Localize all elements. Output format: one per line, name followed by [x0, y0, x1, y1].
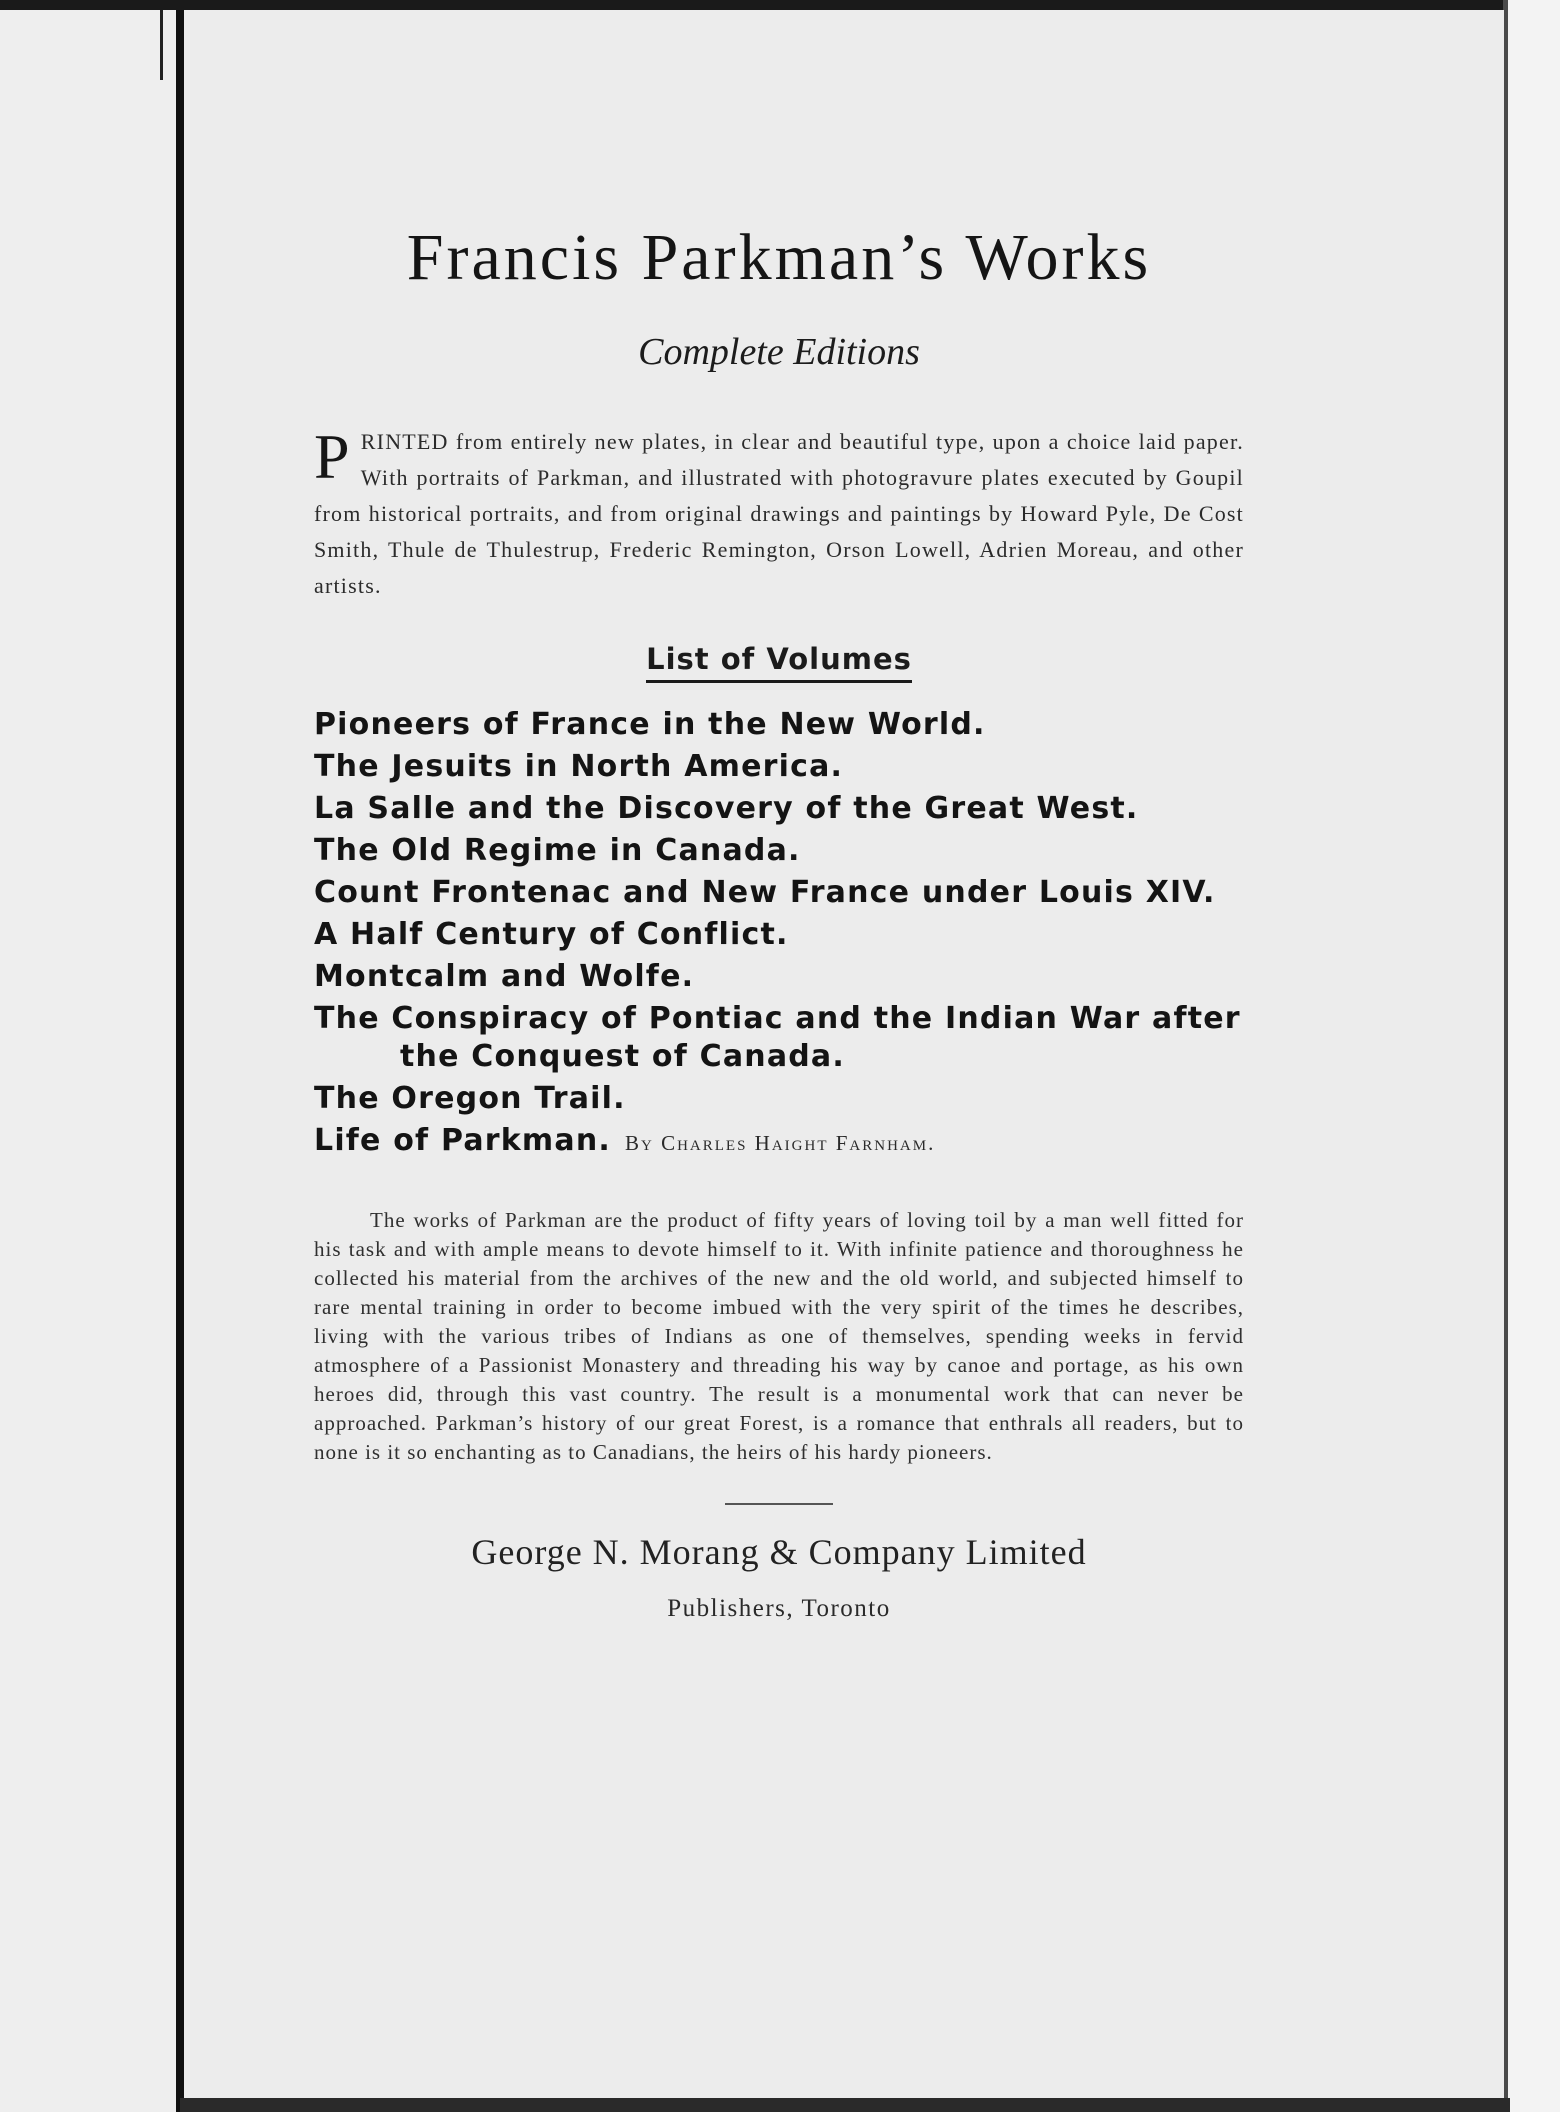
intro-text: RINTED from entirely new plates, in clear and beautiful type, upon a choice laid paper. With portraits of Parkman, and illustrated with photogravure plates executed by Goupil from historical portraits, and from original drawings and paintings by Howard Pyle, De Cost Smith, Thule de Thulestrup, Frederic Remington, Orson Lowell, Adrien Moreau, and other artists.	[314, 429, 1244, 598]
list-item: The Old Regime in Canada.	[314, 833, 801, 868]
page-subtitle: Complete Editions	[638, 331, 920, 373]
book-page	[184, 10, 1504, 2098]
volume-author: By Charles Haight Farnham.	[624, 1131, 936, 1155]
book-spine-edge	[176, 0, 184, 2112]
volume-title: Life of Parkman.	[314, 1123, 611, 1158]
publisher-name: George N. Morang & Company Limited	[471, 1532, 1087, 1572]
scan-bottom-edge	[180, 2098, 1510, 2112]
list-item: La Salle and the Discovery of the Great West.	[314, 791, 1139, 826]
page-title: Francis Parkman’s Works	[406, 221, 1152, 294]
list-item: The Jesuits in North America.	[314, 749, 844, 784]
drop-cap: P	[314, 421, 351, 492]
list-item: Montcalm and Wolfe.	[314, 959, 695, 994]
list-item: A Half Century of Conflict.	[314, 917, 789, 952]
divider	[725, 1503, 833, 1505]
list-item: The Oregon Trail.	[314, 1081, 626, 1116]
scan-mark	[160, 0, 163, 80]
page-right-edge	[1503, 0, 1560, 2112]
list-item: The Conspiracy of Pontiac and the Indian War after the Conquest of Canada.	[314, 1001, 1241, 1074]
list-item-life-of-parkman	[314, 1122, 1244, 1162]
scan-left-margin	[0, 0, 180, 2112]
description-paragraph: The works of Parkman are the product of fifty years of loving toil by a man well fitted for his task and with ample means to devote himself to it. With infinite patience and thoroughness he collected his material from the archives of the new and the old world, and subjected himself to rare mental training in order to become imbued with the very spirit of the times he describes, living with the various tribes of Indians as one of themselves, spending weeks in fervid atmosphere of a Passionist Monastery and threading his way by canoe and portage, as his own heroes did, through this vast country. The result is a monumental work that can never be approached. Parkman’s history of our great Forest, is a romance that enthrals all readers, but to none is it so enchanting as to Canadians, the heirs of his hardy pioneers.	[314, 1208, 1244, 1464]
publisher-place: Publishers, Toronto	[667, 1595, 891, 1622]
intro-paragraph	[314, 421, 1244, 604]
scan-top-edge	[0, 0, 1560, 10]
volume-list	[314, 706, 1244, 1162]
list-heading-text: List of Volumes	[646, 642, 912, 683]
list-item: Count Frontenac and New France under Louis XIV.	[314, 875, 1216, 910]
list-heading	[314, 642, 1244, 676]
page-content	[314, 220, 1244, 1623]
list-item: Pioneers of France in the New World.	[314, 707, 986, 742]
